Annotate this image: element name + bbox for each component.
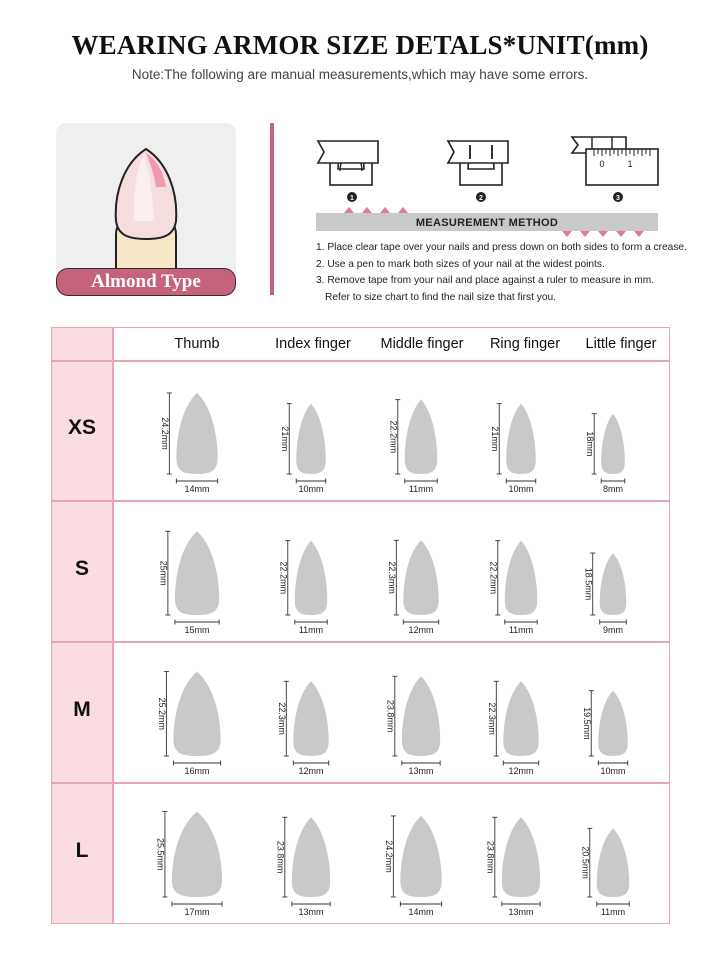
nail-shape <box>295 541 327 615</box>
step-text-1: 1. Place clear tape over your nails and press down on both sides to form a crease. <box>316 242 687 253</box>
height-label: 19.5mm <box>581 707 592 740</box>
ruler-tick-0: 0 <box>599 159 605 169</box>
nail-shape <box>601 414 625 474</box>
size-label-s: S <box>74 557 89 580</box>
nail-shape <box>403 540 438 615</box>
width-label: 10mm <box>600 766 626 776</box>
height-label: 24.2mm <box>383 840 394 873</box>
measurement-note: Note:The following are manual measurements,which may have some errors. <box>131 67 589 82</box>
col-header-little: Little finger <box>585 336 657 352</box>
nail-shape <box>503 681 538 756</box>
nail-shape <box>505 541 537 615</box>
step-text-2: 2. Use a pen to mark both sizes of your nail at the widest points. <box>316 258 605 270</box>
step-2-number: 2 <box>479 195 483 202</box>
width-label: 17mm <box>184 907 210 917</box>
width-label: 11mm <box>298 625 324 635</box>
col-header-middle: Middle finger <box>380 336 464 352</box>
nail-shape <box>502 817 540 897</box>
size-chart-table <box>51 327 670 924</box>
height-label: 23.8mm <box>385 699 396 733</box>
width-label: 12mm <box>408 625 434 635</box>
size-label-xs: XS <box>67 416 96 439</box>
height-label: 21mm <box>279 426 290 452</box>
bar-decor-triangles-top <box>344 207 408 213</box>
col-header-thumb: Thumb <box>174 336 220 352</box>
width-label: 12mm <box>298 766 324 776</box>
width-label: 15mm <box>184 625 210 635</box>
nail-shape <box>597 828 629 897</box>
step-text-3: 3. Remove tape from your nail and place against a ruler to measure in mm. <box>316 275 655 286</box>
col-header-index: Index finger <box>275 336 351 352</box>
nail-shape <box>402 676 440 756</box>
height-label: 22.2mm <box>278 561 289 595</box>
height-label: 22.3mm <box>276 702 287 735</box>
width-label: 11mm <box>408 484 434 494</box>
nail-shape <box>598 691 628 756</box>
width-label: 13mm <box>408 766 434 776</box>
section-divider <box>270 123 274 295</box>
height-label: 22.3mm <box>486 702 497 735</box>
height-label: 25.5mm <box>155 838 166 871</box>
measurement-steps <box>316 240 716 306</box>
step-1-illustration <box>318 141 378 202</box>
nail-shape <box>296 404 326 474</box>
nail-shape <box>176 393 217 474</box>
almond-type-card <box>56 123 236 295</box>
width-label: 13mm <box>298 907 324 917</box>
nail-shape <box>172 812 222 897</box>
nail-shape <box>600 553 627 615</box>
width-label: 11mm <box>508 625 534 635</box>
nail-shape <box>292 817 330 897</box>
width-label: 8mm <box>603 484 623 494</box>
almond-nail-illustration <box>56 123 236 273</box>
nail-shape <box>400 816 441 897</box>
size-label-l: L <box>75 839 89 862</box>
height-label: 18.5mm <box>583 567 594 601</box>
height-label: 22.2mm <box>388 420 399 454</box>
width-label: 13mm <box>508 907 534 917</box>
width-label: 10mm <box>298 484 324 494</box>
step-3-illustration <box>572 137 658 202</box>
col-header-ring: Ring finger <box>489 336 561 352</box>
nail-shape <box>173 672 220 756</box>
height-label: 22.2mm <box>488 561 499 595</box>
width-label: 14mm <box>408 907 434 917</box>
height-label: 20.5mm <box>580 846 591 879</box>
step-3-number: 3 <box>616 195 620 202</box>
nail-shape <box>175 531 219 615</box>
step-2-illustration <box>448 141 508 202</box>
width-label: 12mm <box>508 766 534 776</box>
width-label: 10mm <box>508 484 534 494</box>
nail-size-grid <box>52 328 671 925</box>
width-label: 14mm <box>184 484 210 494</box>
height-label: 21mm <box>489 426 500 452</box>
nail-shape <box>405 400 437 474</box>
measurement-method-title: MEASUREMENT METHOD <box>415 217 559 229</box>
ruler-tick-1: 1 <box>627 159 633 169</box>
height-label: 23.8mm <box>485 840 496 874</box>
height-label: 23.8mm <box>275 840 286 874</box>
height-label: 18mm <box>584 431 595 457</box>
size-label-m: M <box>73 698 91 721</box>
height-label: 22.3mm <box>386 561 397 594</box>
almond-type-label: Almond Type <box>56 268 236 296</box>
page-title: WEARING ARMOR SIZE DETALS*UNIT(mm) <box>71 30 649 60</box>
width-label: 11mm <box>600 907 626 917</box>
nail-shape <box>506 404 536 474</box>
width-label: 9mm <box>603 625 623 635</box>
step-text-4: Refer to size chart to find the nail size that first you. <box>325 291 557 303</box>
height-label: 24.2mm <box>159 417 170 450</box>
bar-decor-triangles-bottom <box>562 231 644 237</box>
height-label: 25.2mm <box>157 697 168 731</box>
width-label: 16mm <box>184 766 210 776</box>
nail-shape <box>293 681 328 756</box>
step-1-number: 1 <box>350 195 354 202</box>
height-label: 25mm <box>158 560 169 586</box>
